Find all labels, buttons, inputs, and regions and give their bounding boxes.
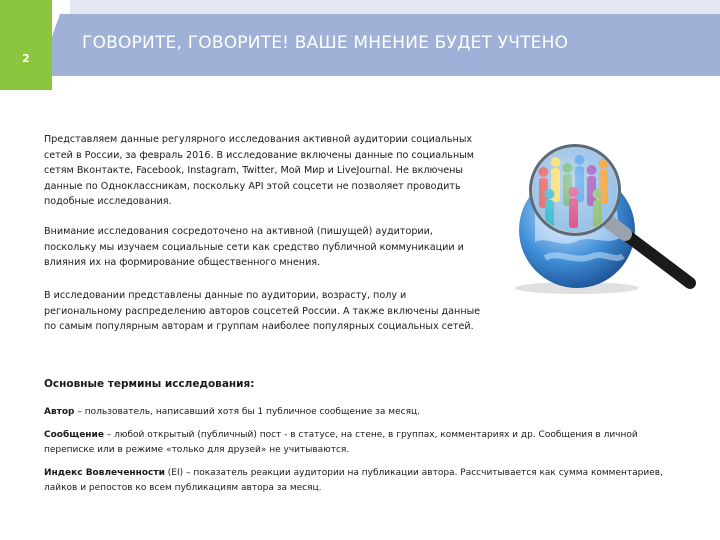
term-name: Автор <box>44 407 75 417</box>
term-definition <box>44 405 684 420</box>
focus-paragraph: Внимание исследования сосредоточено на активной (пишущей) аудитории, поскольку мы изучаем социальные сети как средство публичной коммуникации и влияния их на формирование общественного мнения. <box>44 226 464 268</box>
slide-number: 2 <box>22 52 30 65</box>
term-text: (EI) – показатель реакции аудитории на публикации автора. Рассчитывается как сумма комментариев, лайков и репостов ко всем публикациям автора за месяц. <box>44 468 663 493</box>
term-name: Сообщение <box>44 430 104 440</box>
slide-title: ГОВОРИТЕ, ГОВОРИТЕ! ВАШЕ МНЕНИЕ БУДЕТ УЧТЕНО <box>82 33 569 53</box>
terms-heading: Основные термины исследования: <box>44 378 255 390</box>
term-definition <box>44 428 684 458</box>
term-definition <box>44 466 684 496</box>
scope-paragraph: В исследовании представлены данные по аудитории, возрасту, полу и региональному распределению авторов соцсетей России. А также включены данные по самым популярным авторам и группам наиболее популярных социальных сетей. <box>44 290 481 332</box>
header-top-strip <box>70 0 720 14</box>
magnifier-globe-people-icon <box>505 138 705 298</box>
term-name: Индекс Вовлеченности <box>44 468 165 478</box>
term-text: – пользователь, написавший хотя бы 1 публичное сообщение за месяц. <box>74 407 420 417</box>
slide-number-box <box>0 0 52 90</box>
intro-paragraph: Представляем данные регулярного исследования активной аудитории социальных сетей в России, за февраль 2016. В исследование включены данные по социальным сетям Вконтакте, Facebook, Instagram, Twitter, Мой Мир и LiveJournal. Не включены данные по Одноклассникам, поскольку API этой соцсети не позволяет проводить подобные исследования. <box>44 134 475 207</box>
term-text: – любой открытый (публичный) пост - в статусе, на стене, в группах, комментариях и др. Сообщения в личной переписке или в режиме «только для друзей» не учитываются. <box>44 430 638 455</box>
